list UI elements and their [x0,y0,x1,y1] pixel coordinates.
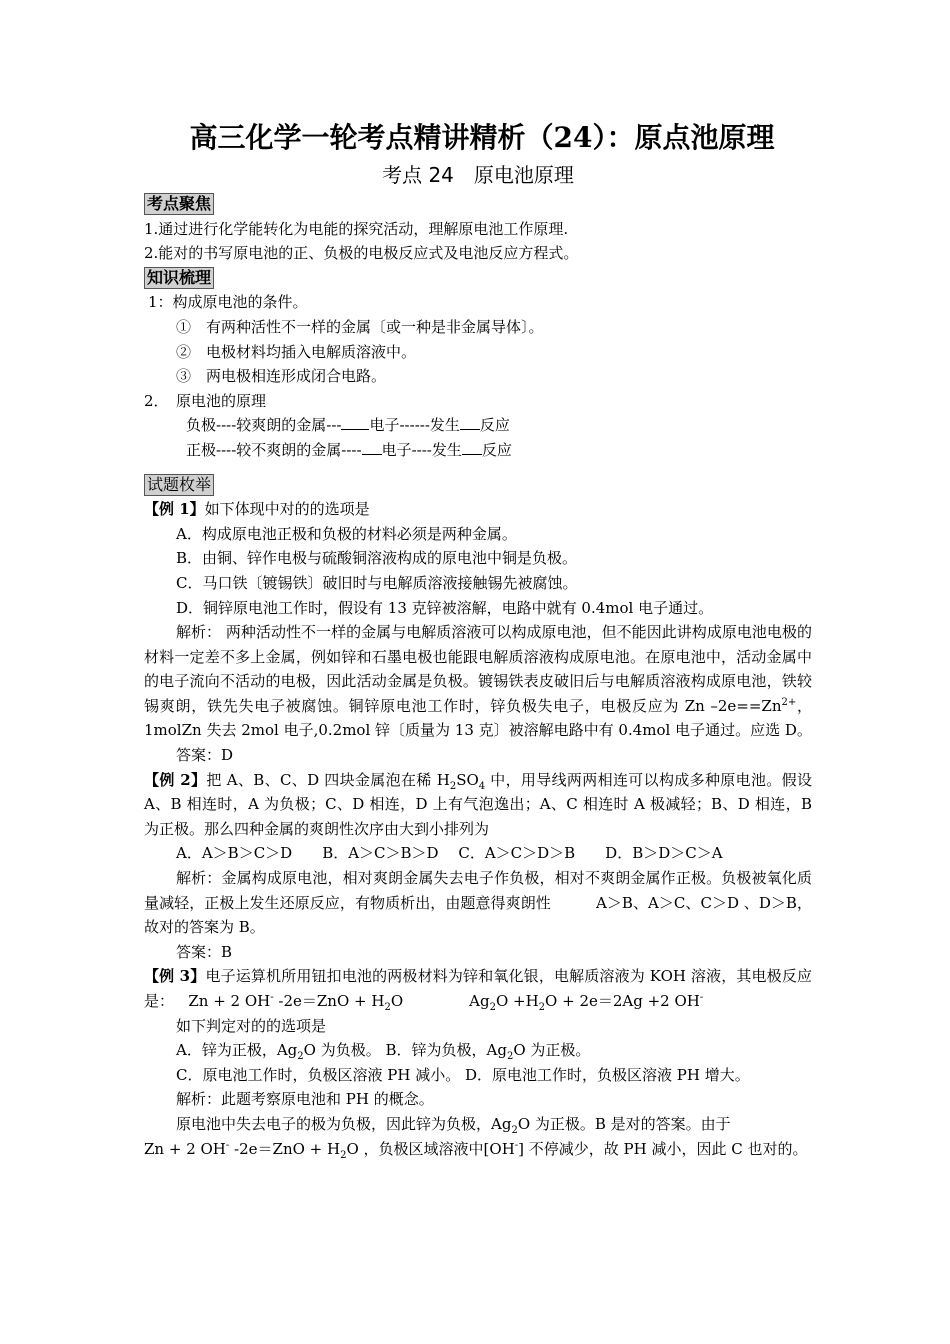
focus-section [144,192,812,266]
fill-blank [462,438,482,455]
example-3-explanation: 原电池中失去电子的极为负极，因此锌为负极，$Ag_2O$ 为正极。B 是对的答案。由于 [176,1114,731,1136]
document-subtitle: 考点 24 原电池原理 [382,163,574,187]
equation-2: $Ag_2O +H_2O + 2e=2Ag +2$ OH- [469,992,704,1013]
example-1-option: D．铜锌原电池工作时，假设有 13 克锌被溶解，电路中就有 0.4mol 电子通过。 [176,598,714,617]
example-3-question: 【例 3】电子运算机所用钮扣电池的两极材料为锌和氧化银，电解质溶液为 KOH 溶液，其电极反应是： Zn + 2 OH- $-2e=ZnO + H_2O$ $Ag_2O +H_2O + 2e=2Ag +2$ OH- [144,967,812,1013]
condition-item: ① 有两种活性不一样的金属〔或一种是非金属导体〕。 [176,317,544,336]
example-1-option: B．由铜、锌作电极与硫酸铜溶液构成的原电池中铜是负极。 [176,549,578,568]
fill-blank [362,438,382,455]
fill-blank [460,413,480,430]
example-2-analysis: 解析：金属构成原电池，相对爽朗金属失去电子作负极，相对不爽朗金属作正极。负极被氧化质量减轻，正极上发生还原反应，有物质析出，由题意得爽朗性 A＞B、A＞C、C＞D 、D＞B，故对的答案为 B。 [144,869,812,937]
condition-item: ② 电极材料均插入电解质溶液中。 [176,342,417,361]
condition-item: ③ 两电极相连形成闭合电路。 [176,367,387,386]
example-1-analysis: 解析： 两种活动性不一样的金属与电解质溶液可以构成原电池，但不能因此讲构成原电池电极的材料一定差不多上金属，例如锌和石墨电极也能跟电解质溶液构成原电池。在原电池中，活动金属中的电子流向不活动的电极，因此活动金属是负极。镀锡铁表皮破旧后与电解质溶液构成原电池，铁较锡爽朗，铁先失电子被腐蚀。铜锌原电池工作时，锌负极失电子，电极反应为 Zn $-2e==Zn^{2+}$，1molZn 失去 2mol 电子,0.2mol 锌〔质量为 13 克〕被溶解电路中有 0.4mol 电子通过。应选 D。 [144,623,812,740]
example-1-answer: 答案：D [176,746,234,765]
example-2-options: A．A＞B＞C＞D B．A＞C＞B＞D C．A＞C＞D＞B D．B＞D＞C＞A [176,844,723,863]
example-3-options-cd: C．原电池工作时，负极区溶液 PH 减小。 D．原电池工作时，负极区溶液 PH 增大。 [176,1065,750,1084]
positive-electrode-line: 正极----较不爽朗的金属---- 电子----发生 反应 [144,438,812,463]
examples-tag: 试题枚举 [144,474,214,496]
knowledge-item-1: 1：构成原电池的条件。 [148,293,308,312]
examples-section [144,473,812,1162]
example-1-option: C．马口铁〔镀锡铁〕破旧时与电解质溶液接触锡先被腐蚀。 [176,573,578,592]
knowledge-item-2: 2． 原电池的原理 [144,391,267,410]
negative-electrode-line: 负极----较爽朗的金属--- 电子------发生 反应 [144,413,812,438]
document-title: 高三化学一轮考点精讲精析（24）：原点池原理 [189,121,775,154]
example-1-option: A．构成原电池正极和负极的材料必须是两种金属。 [176,524,517,543]
example-2-answer: 答案：B [176,942,233,961]
knowledge-section [144,266,812,463]
focus-line: 2.能对的书写原电池的正、负极的电极反应式及电池反应方程式。 [144,244,579,263]
focus-tag: 考点聚焦 [144,193,214,215]
knowledge-tag: 知识梳理 [144,267,214,289]
document-page [144,118,812,1161]
fill-blank [341,413,369,430]
example-3-prompt: 如下判定对的的选项是 [176,1016,327,1035]
equation-1: Zn + 2 OH- $-2e=ZnO + H_2O$ [188,992,404,1013]
example-3-analysis: 解析：此题考察原电池和 PH 的概念。 [176,1090,434,1109]
example-1-question: 【例 1】如下体现中对的的选项是 [144,500,370,519]
example-3-options-ab: A．锌为正极，$Ag_2O$ 为负极。 B．锌为负极，$Ag_2O$ 为正极。 [176,1041,591,1063]
example-2-question: 【例 2】把 A、B、C、D 四块金属泡在稀 $H_2SO_4$ 中，用导线两两相连可以构成多种原电池。假设 A、B 相连时，A 为负极；C、D 相连，D 上有气泡逸出；A、C 相连时 A 极减轻；B、D 相连，B 为正极。那么四种金属的爽朗性次序由大到小排列为 [144,770,812,838]
focus-line: 1.通过进行化学能转化为电能的探究活动，理解原电池工作原理. [144,219,569,238]
example-3-explanation-cont: Zn + 2 OH- $-2e=ZnO + H_2O$ ，负极区域溶液中[OH-] 不停减少，故 PH 减小，因此 C 也对的。 [144,1139,808,1161]
